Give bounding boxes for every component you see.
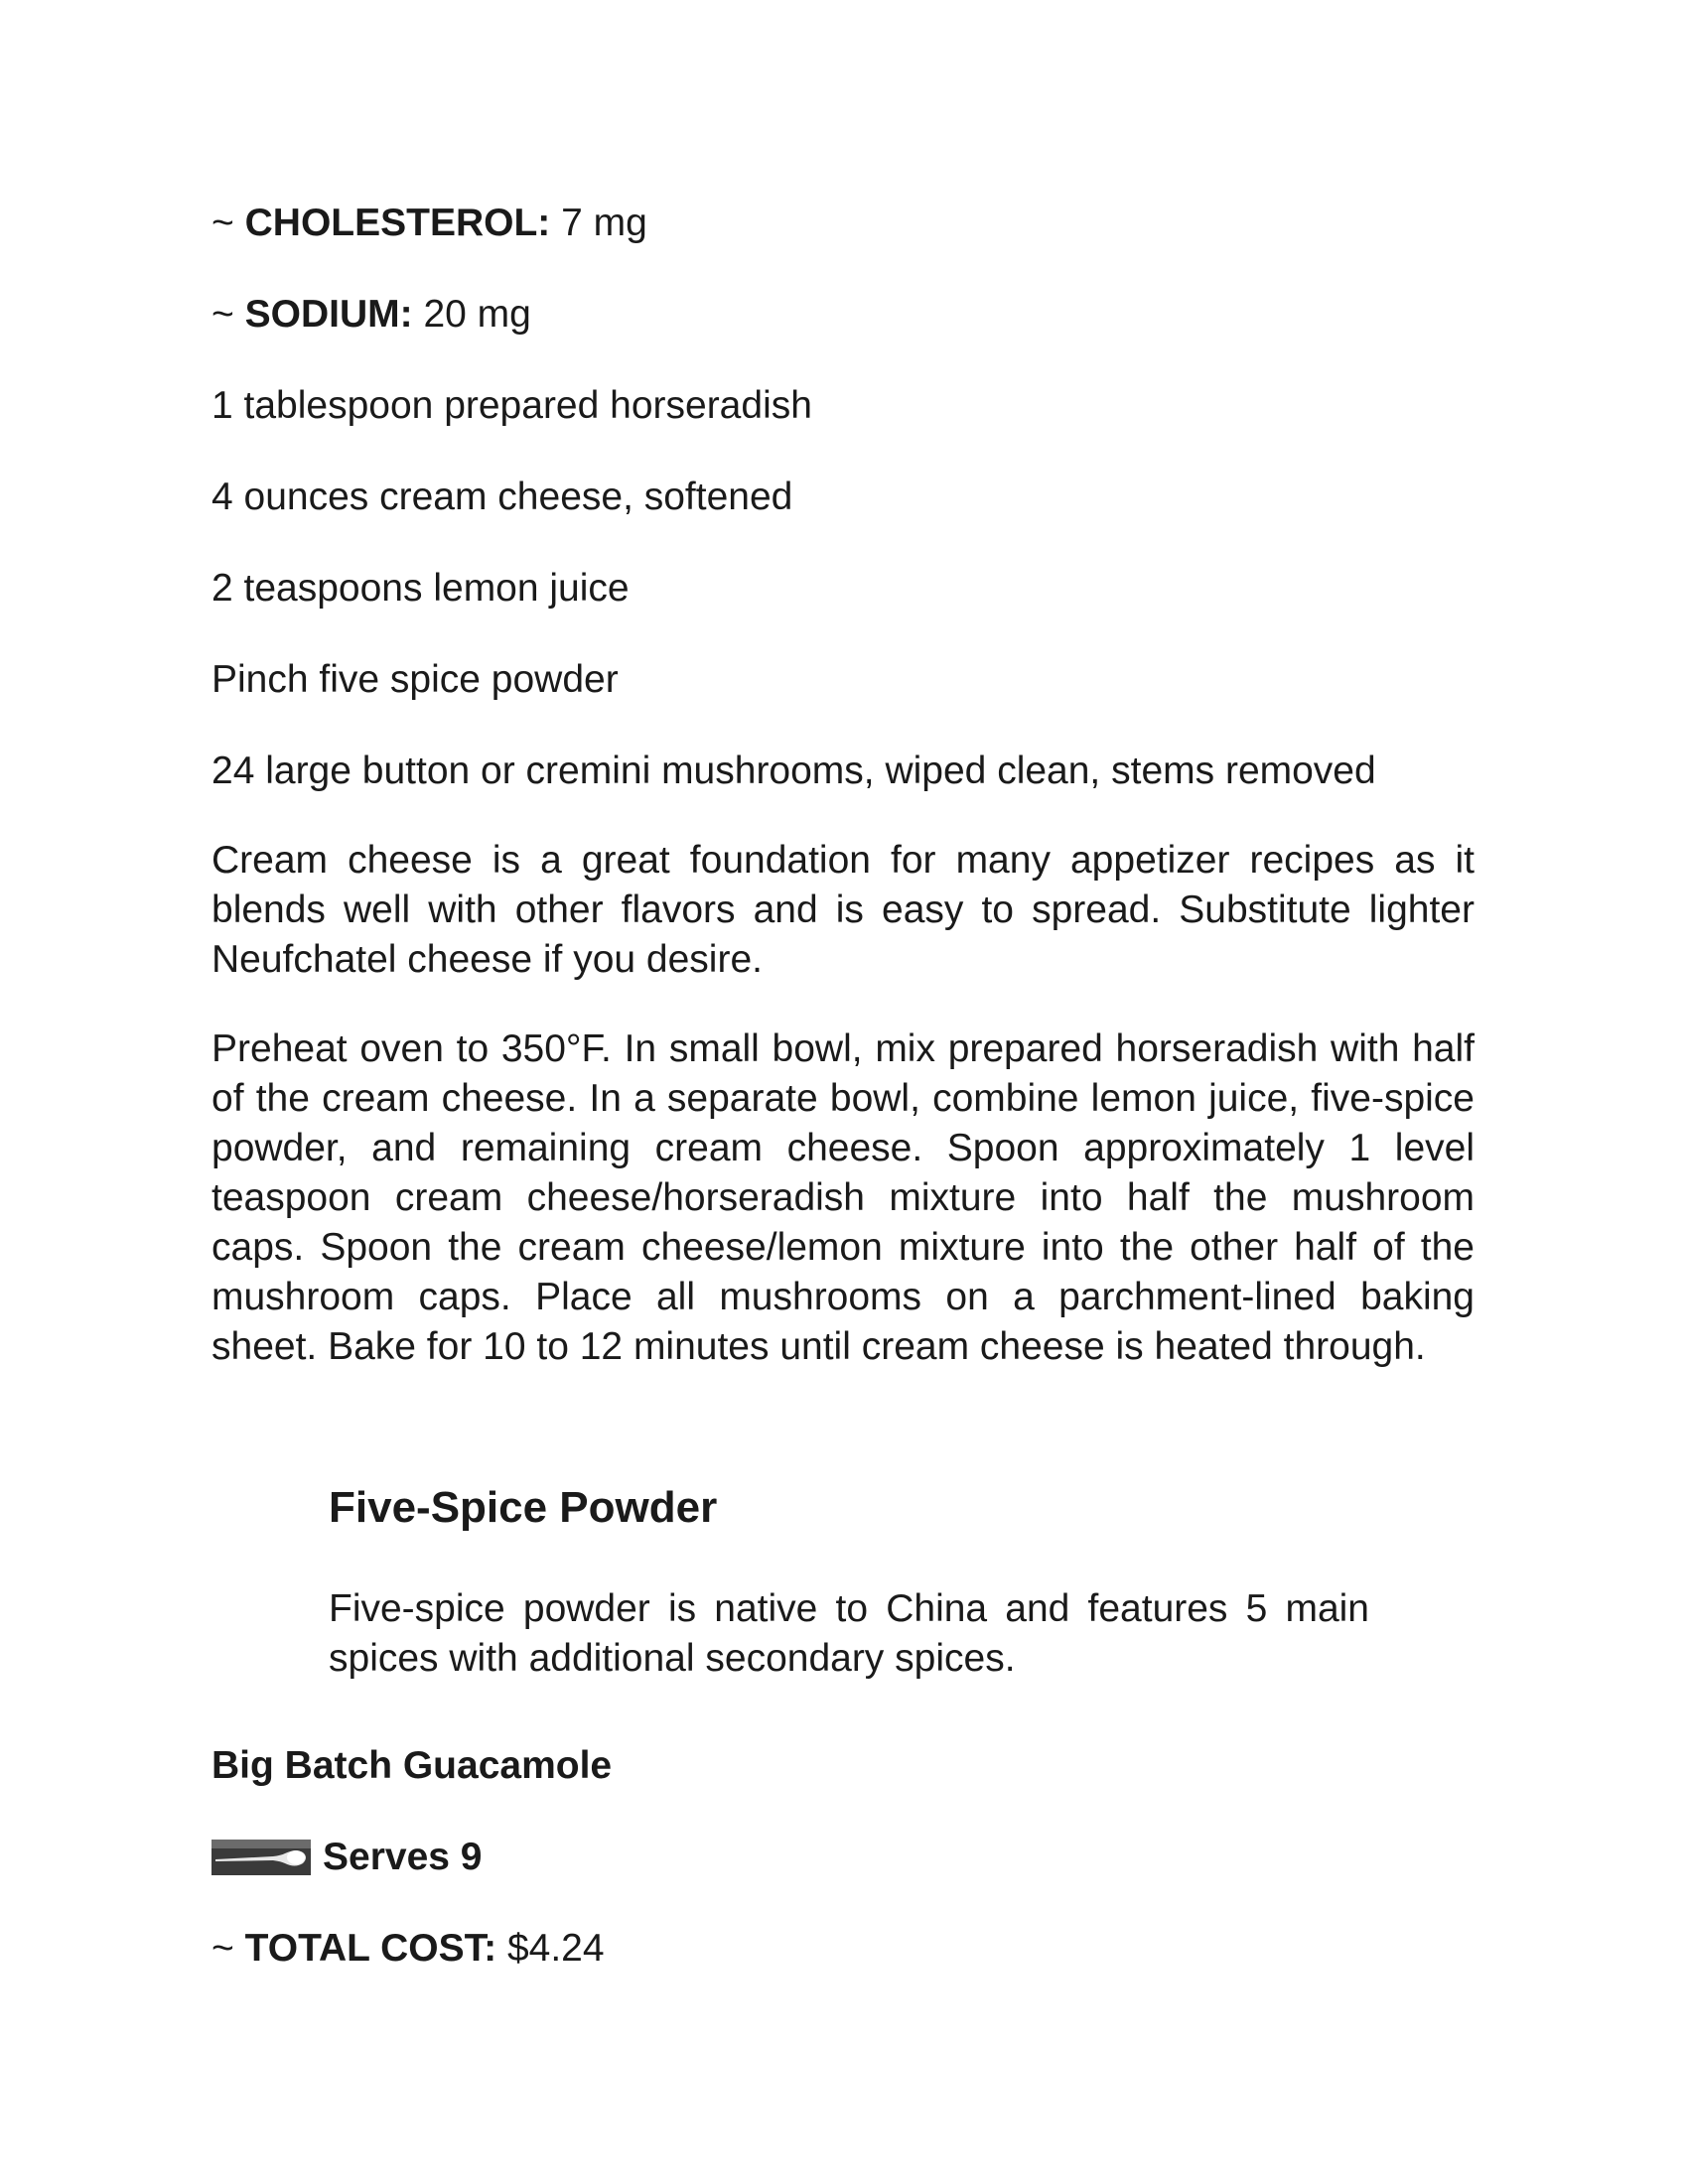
sodium-value: 20 mg: [412, 293, 531, 336]
ingredient-item: 1 tablespoon prepared horseradish: [211, 384, 812, 427]
total-cost-line: [211, 1924, 605, 1974]
serves-label: Serves 9: [323, 1836, 483, 1878]
directions-paragraph: Preheat oven to 350°F. In small bowl, mix prepared horseradish with half of the cream cheese. In a separate bowl, combine lemon juice, five-spice powder, and remaining cream cheese. Spoon approximately 1 level teaspoon cream cheese/horseradish mixture into half the mushroom caps. Spoon the cream cheese/lemon mixture into the other half of the mushroom caps. Place all mushrooms on a parchment-lined baking sheet. Bake for 10 to 12 minutes until cream cheese is heated through.: [211, 1027, 1475, 1368]
recipe-title: Big Batch Guacamole: [211, 1744, 613, 1787]
ingredient-item: 4 ounces cream cheese, softened: [211, 476, 793, 518]
sodium-label: SODIUM:: [244, 293, 413, 336]
sidebar-text: Five-spice powder is native to China and features 5 main spices with additional secondary spices.: [329, 1587, 1369, 1680]
ingredient-item: 24 large button or cremini mushrooms, wiped clean, stems removed: [211, 750, 1376, 792]
cholesterol-prefix: ~: [211, 202, 245, 244]
cholesterol-value: 7 mg: [550, 202, 647, 244]
cholesterol-line: [211, 199, 647, 248]
tip-paragraph: Cream cheese is a great foundation for many appetizer recipes as it blends well with other flavors and is easy to spread. Substitute lighter Neufchatel cheese if you desire.: [211, 839, 1475, 981]
total-cost-label: TOTAL COST:: [244, 1927, 497, 1970]
sodium-prefix: ~: [211, 293, 245, 336]
ingredient-item: 2 teaspoons lemon juice: [211, 567, 630, 610]
sodium-line: [211, 290, 531, 340]
serves-row: [211, 1833, 482, 1882]
total-cost-value: $4.24: [496, 1927, 605, 1970]
ingredient-item: Pinch five spice powder: [211, 658, 619, 701]
spoon-icon: [211, 1840, 311, 1875]
sidebar-title: Five-Spice Powder: [329, 1483, 718, 1532]
total-cost-prefix: ~: [211, 1927, 245, 1970]
cholesterol-label: CHOLESTEROL:: [244, 202, 551, 244]
